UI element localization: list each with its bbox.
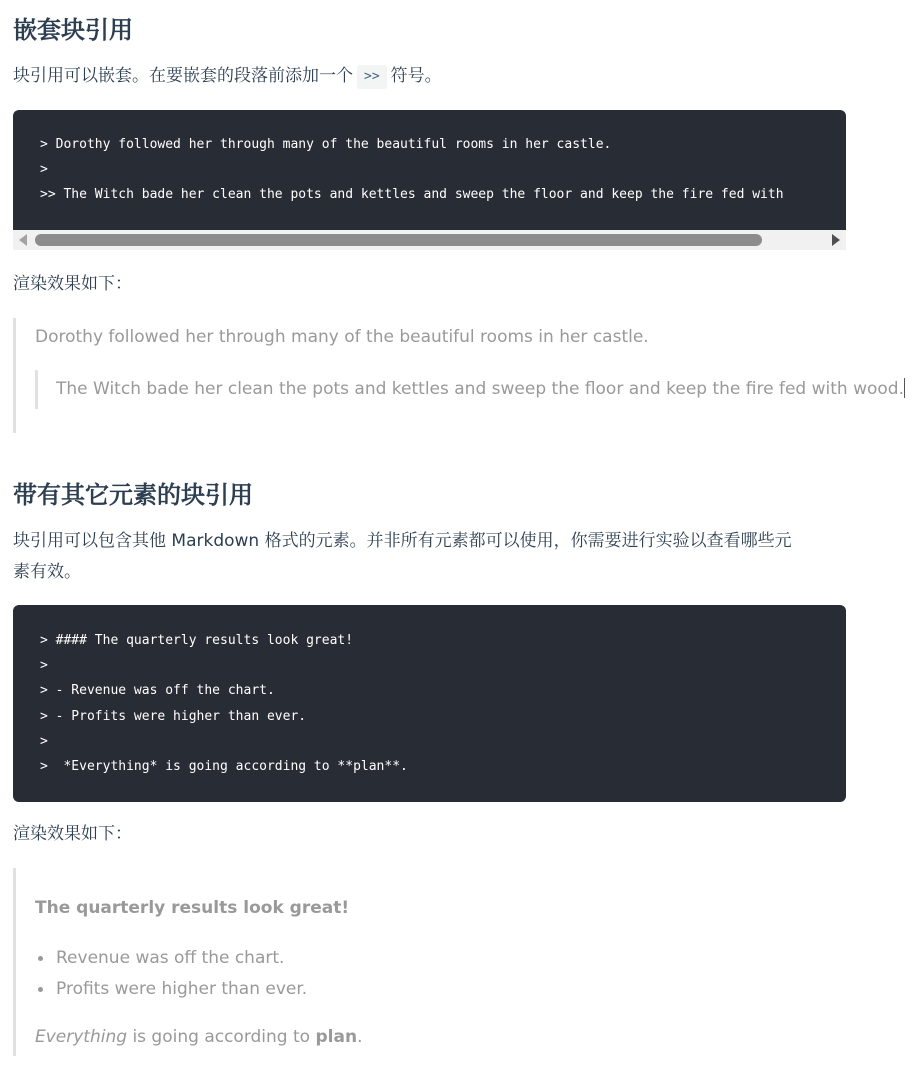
- heading-nested-blockquotes: 嵌套块引用: [13, 16, 133, 44]
- nested-intro-text: 块引用可以嵌套。在要嵌套的段落前添加一个: [13, 66, 353, 86]
- nested-intro-paragraph: [13, 61, 442, 92]
- code-horizontal-scrollbar[interactable]: [13, 230, 846, 250]
- blockquote-last-paragraph: [35, 1022, 362, 1053]
- plain-text: is going according to: [127, 1027, 316, 1047]
- code-line: > *Everything* is going according to **plan**.: [40, 759, 408, 775]
- period-text: .: [357, 1027, 363, 1047]
- other-elements-intro-line1: 块引用可以包含其他 Markdown 格式的元素。并非所有元素都可以使用，你需要进行实验以查看哪些元: [13, 531, 792, 551]
- code-line: > - Revenue was off the chart.: [40, 683, 275, 699]
- text-cursor: [904, 378, 905, 398]
- scrollbar-thumb[interactable]: [35, 234, 762, 246]
- blockquote-list: [35, 943, 307, 1005]
- blockquote-outer-text: Dorothy followed her through many of the beautiful rooms in her castle.: [35, 327, 649, 347]
- code-line: >> The Witch bade her clean the pots and kettles and sweep the floor and keep the fire fed with: [40, 187, 784, 203]
- strong-text: plan: [315, 1027, 358, 1047]
- emphasis-text: Everything: [35, 1027, 128, 1047]
- render-label-nested: 渲染效果如下：: [13, 274, 132, 294]
- scroll-left-arrow-icon[interactable]: [19, 234, 27, 246]
- code-line: >: [40, 658, 48, 674]
- blockquote-outer: [13, 318, 904, 433]
- heading-blockquotes-other-elements: 带有其它元素的块引用: [13, 481, 253, 509]
- code-block-other-elements: [13, 605, 846, 802]
- code-block-nested: [13, 110, 846, 230]
- other-elements-intro-line2: 素有效。: [13, 562, 81, 582]
- code-content-other-elements: [13, 605, 846, 779]
- blockquote-inner: [35, 370, 904, 409]
- code-line: > #### The quarterly results look great!: [40, 633, 354, 648]
- code-line: >: [40, 162, 48, 178]
- scroll-right-arrow-icon[interactable]: [832, 234, 840, 246]
- code-line: > Dorothy followed her through many of the beautiful rooms in her castle.: [40, 137, 612, 152]
- blockquote-heading: The quarterly results look great!: [35, 898, 350, 918]
- code-line: > - Profits were higher than ever.: [40, 708, 307, 724]
- blockquote-inner-span: The Witch bade her clean the pots and kettles and sweep the floor and keep the fire fed with wood.: [56, 379, 904, 399]
- render-label-other-elements: 渲染效果如下：: [13, 824, 132, 844]
- inline-code-double-gt: >>: [357, 65, 387, 89]
- code-content-nested: [13, 110, 846, 208]
- list-item: Revenue was off the chart.: [35, 943, 307, 974]
- list-item: Profits were higher than ever.: [35, 974, 307, 1005]
- nested-intro-text-end: 符号。: [390, 66, 442, 86]
- code-line: >: [40, 733, 48, 749]
- blockquote-inner-text: [56, 374, 905, 405]
- blockquote-rich: [13, 868, 853, 1056]
